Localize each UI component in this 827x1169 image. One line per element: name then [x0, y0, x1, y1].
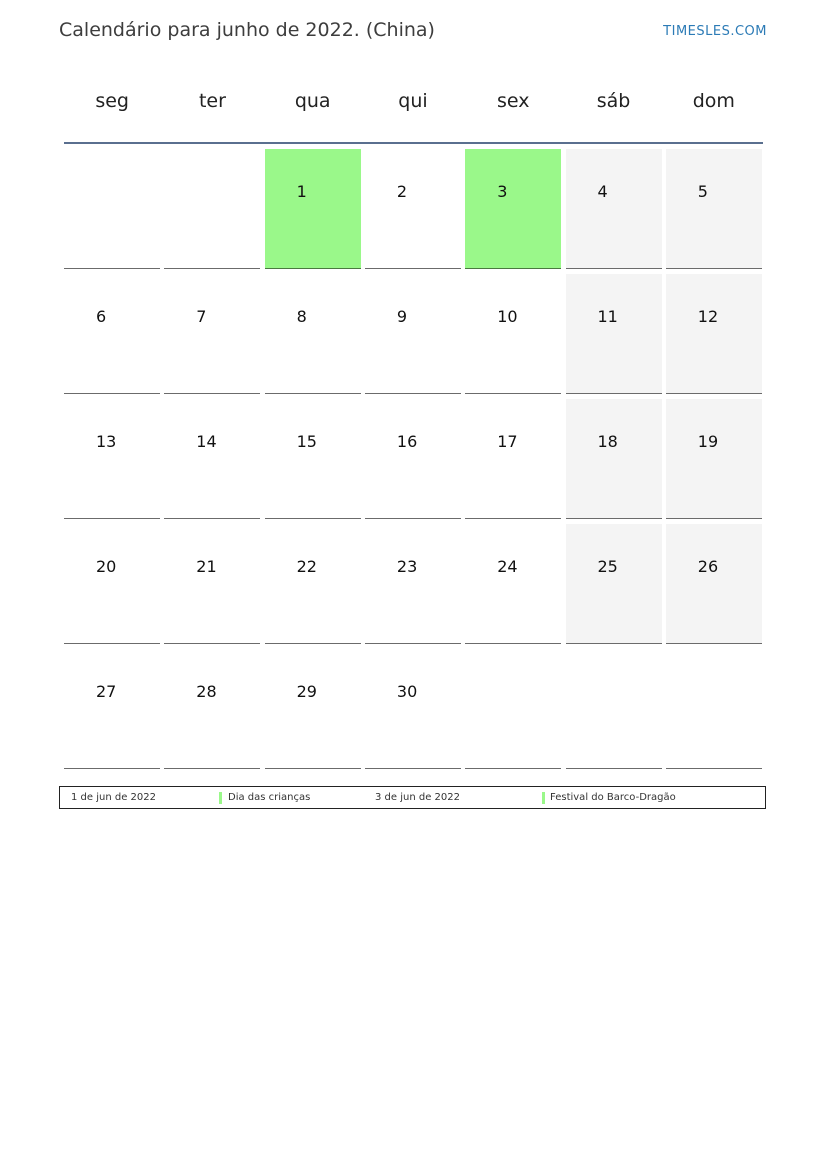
day-cell[interactable] [566, 524, 662, 644]
day-cell[interactable] [365, 149, 461, 269]
empty-day-cell [566, 649, 662, 769]
empty-day-cell [164, 149, 260, 269]
day-number: 18 [597, 432, 618, 451]
header-divider [64, 142, 763, 144]
day-number: 12 [697, 307, 719, 326]
day-cell[interactable] [666, 524, 762, 644]
legend-date: 1 de jun de 2022 [71, 792, 156, 803]
day-cell[interactable] [465, 524, 561, 644]
day-number: 30 [396, 682, 418, 701]
day-number: 24 [497, 557, 518, 576]
day-number: 26 [697, 557, 719, 576]
day-cell[interactable] [64, 399, 160, 519]
day-cell[interactable] [465, 399, 561, 519]
weekday-mon: seg [95, 90, 129, 112]
day-cell[interactable] [566, 149, 662, 269]
weekday-sat: sáb [596, 90, 631, 112]
day-number: 20 [96, 557, 117, 576]
day-number: 2 [396, 182, 408, 201]
day-cell[interactable] [265, 274, 361, 394]
empty-day-cell [465, 649, 561, 769]
day-cell[interactable] [365, 649, 461, 769]
day-number: 11 [597, 307, 618, 326]
day-cell[interactable] [666, 274, 762, 394]
weekday-sun: dom [692, 90, 735, 112]
day-number: 1 [296, 182, 307, 201]
day-number: 21 [196, 557, 217, 576]
brand-link[interactable]: TIMESLES.COM [663, 24, 767, 39]
day-number: 22 [296, 557, 317, 576]
day-number: 17 [497, 432, 518, 451]
day-number: 25 [597, 557, 618, 576]
day-cell[interactable] [265, 149, 361, 269]
day-number: 13 [96, 432, 117, 451]
day-cell[interactable] [164, 399, 260, 519]
day-cell[interactable] [164, 274, 260, 394]
weekday-tue: ter [198, 90, 226, 112]
day-cell[interactable] [566, 274, 662, 394]
day-cell[interactable] [465, 149, 561, 269]
day-cell[interactable] [666, 399, 762, 519]
day-number: 15 [296, 432, 317, 451]
day-number: 6 [96, 307, 107, 326]
holiday-legend [59, 786, 766, 809]
day-number: 28 [196, 682, 217, 701]
day-number: 8 [296, 307, 307, 326]
day-cell[interactable] [164, 524, 260, 644]
empty-day-cell [64, 149, 160, 269]
day-number: 7 [196, 307, 207, 326]
day-cell[interactable] [265, 524, 361, 644]
day-number: 16 [396, 432, 418, 451]
legend-date: 3 de jun de 2022 [375, 792, 460, 803]
day-number: 3 [497, 182, 508, 201]
day-cell[interactable] [265, 399, 361, 519]
day-number: 27 [96, 682, 117, 701]
day-cell[interactable] [566, 399, 662, 519]
weekday-wed: qua [294, 90, 331, 112]
day-cell[interactable] [365, 399, 461, 519]
day-number: 10 [497, 307, 518, 326]
day-number: 29 [296, 682, 317, 701]
weekday-header [62, 90, 764, 118]
day-cell[interactable] [465, 274, 561, 394]
day-number: 4 [597, 182, 608, 201]
legend-color-swatch [542, 792, 545, 804]
legend-holiday-name: Dia das crianças [228, 792, 311, 803]
day-cell[interactable] [365, 524, 461, 644]
day-cell[interactable] [365, 274, 461, 394]
day-cell[interactable] [666, 149, 762, 269]
day-number: 9 [396, 307, 408, 326]
day-number: 5 [697, 182, 708, 201]
day-number: 19 [697, 432, 719, 451]
day-cell[interactable] [64, 649, 160, 769]
weekday-fri: sex [497, 90, 530, 112]
day-cell[interactable] [64, 274, 160, 394]
page-title: Calendário para junho de 2022. (China) [59, 19, 435, 41]
day-cell[interactable] [265, 649, 361, 769]
weekday-thu: qui [398, 90, 428, 112]
day-number: 23 [396, 557, 418, 576]
day-number: 14 [196, 432, 217, 451]
legend-color-swatch [219, 792, 222, 804]
day-cell[interactable] [164, 649, 260, 769]
legend-holiday-name: Festival do Barco-Dragão [550, 792, 676, 803]
empty-day-cell [666, 649, 762, 769]
day-cell[interactable] [64, 524, 160, 644]
